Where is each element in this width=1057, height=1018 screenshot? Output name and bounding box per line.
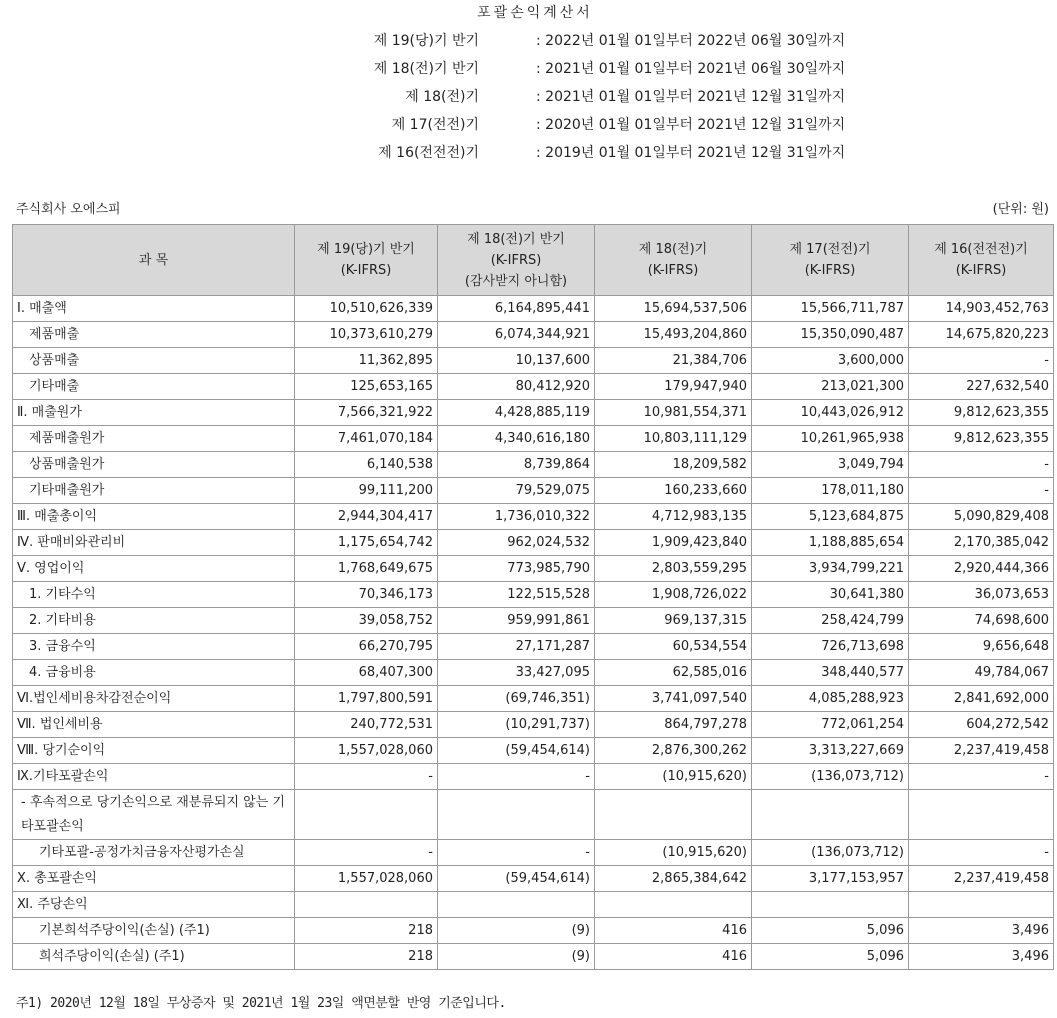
amount-cell: 15,493,204,860 — [595, 322, 752, 348]
period-range: : 2019년 01월 01일부터 2021년 12월 31일까지 — [536, 145, 846, 161]
account-name: 제품매출원가 — [13, 426, 295, 452]
table-row — [13, 944, 1054, 970]
header-period — [909, 225, 1054, 296]
header-line: (감사받지 아니함) — [464, 273, 568, 289]
amount-cell: 2,237,419,458 — [909, 866, 1054, 892]
header-line: 제 16(전전전)기 — [934, 242, 1028, 257]
header-line: 제 19(당)기 반기 — [317, 242, 415, 257]
period-label: 제 17(전전)기 — [391, 117, 479, 133]
amount-cell: (9) — [438, 918, 595, 944]
amount-cell: 2,920,444,366 — [909, 556, 1054, 582]
amount-cell: - — [909, 840, 1054, 866]
amount-cell: 14,903,452,763 — [909, 296, 1054, 322]
amount-cell: 5,096 — [752, 944, 909, 970]
table-row — [13, 712, 1054, 738]
amount-cell: 4,428,885,119 — [438, 400, 595, 426]
table-row — [13, 530, 1054, 556]
amount-cell: 969,137,315 — [595, 608, 752, 634]
amount-cell — [595, 790, 752, 840]
table-row — [13, 582, 1054, 608]
amount-cell: 160,233,660 — [595, 478, 752, 504]
amount-cell: 5,090,829,408 — [909, 504, 1054, 530]
amount-cell: (10,915,620) — [595, 840, 752, 866]
amount-cell: (59,454,614) — [438, 738, 595, 764]
amount-cell: 27,171,287 — [438, 634, 595, 660]
period-range: : 2021년 01월 01일부터 2021년 06월 30일까지 — [536, 61, 846, 77]
amount-cell: - — [295, 840, 438, 866]
amount-cell: (10,291,737) — [438, 712, 595, 738]
account-name: 기본희석주당이익(손실) (주1) — [13, 918, 295, 944]
amount-cell — [295, 892, 438, 918]
amount-cell: 1,797,800,591 — [295, 686, 438, 712]
company-name: 주식회사 오에스피 — [16, 202, 121, 217]
statement-title: 포괄손익계산서 — [477, 5, 593, 21]
amount-cell: 125,653,165 — [295, 374, 438, 400]
amount-cell: 4,712,983,135 — [595, 504, 752, 530]
table-row — [13, 790, 1054, 840]
amount-cell: 15,350,090,487 — [752, 322, 909, 348]
account-name: 제품매출 — [13, 322, 295, 348]
header-period — [752, 225, 909, 296]
table-header — [13, 225, 1054, 296]
amount-cell: 3,934,799,221 — [752, 556, 909, 582]
amount-cell: (10,915,620) — [595, 764, 752, 790]
header-line: (K-IFRS) — [955, 263, 1007, 278]
table-body — [13, 296, 1054, 970]
income-statement-table — [12, 224, 1054, 970]
amount-cell: 2,865,384,642 — [595, 866, 752, 892]
amount-cell: 213,021,300 — [752, 374, 909, 400]
amount-cell: 30,641,380 — [752, 582, 909, 608]
header-line: 제 17(전전)기 — [789, 242, 871, 257]
table-row — [13, 634, 1054, 660]
amount-cell — [595, 892, 752, 918]
table-row — [13, 478, 1054, 504]
account-name: 상품매출 — [13, 348, 295, 374]
amount-cell: 1,909,423,840 — [595, 530, 752, 556]
amount-cell: 3,741,097,540 — [595, 686, 752, 712]
amount-cell: 7,461,070,184 — [295, 426, 438, 452]
table-row — [13, 738, 1054, 764]
amount-cell — [752, 892, 909, 918]
table-row — [13, 374, 1054, 400]
period-range: : 2020년 01월 01일부터 2021년 12월 31일까지 — [536, 117, 846, 133]
table-row — [13, 504, 1054, 530]
amount-cell: 21,384,706 — [595, 348, 752, 374]
period-label: 제 18(전)기 반기 — [373, 61, 479, 77]
amount-cell: 68,407,300 — [295, 660, 438, 686]
amount-cell: 218 — [295, 918, 438, 944]
amount-cell: 80,412,920 — [438, 374, 595, 400]
amount-cell: 10,510,626,339 — [295, 296, 438, 322]
amount-cell: 10,803,111,129 — [595, 426, 752, 452]
amount-cell: 79,529,075 — [438, 478, 595, 504]
amount-cell: 5,123,684,875 — [752, 504, 909, 530]
amount-cell: 348,440,577 — [752, 660, 909, 686]
amount-cell: 9,812,623,355 — [909, 426, 1054, 452]
account-name: Ⅱ. 매출원가 — [13, 400, 295, 426]
amount-cell: 7,566,321,922 — [295, 400, 438, 426]
header-line: (K-IFRS) — [647, 263, 699, 278]
amount-cell: 604,272,542 — [909, 712, 1054, 738]
amount-cell: - — [909, 348, 1054, 374]
amount-cell: 70,346,173 — [295, 582, 438, 608]
account-name: Ⅲ. 매출총이익 — [13, 504, 295, 530]
table-row — [13, 840, 1054, 866]
account-name: Ⅴ. 영업이익 — [13, 556, 295, 582]
amount-cell — [909, 892, 1054, 918]
header-period — [295, 225, 438, 296]
account-name: Ⅸ.기타포괄손익 — [13, 764, 295, 790]
amount-cell: 66,270,795 — [295, 634, 438, 660]
period-range: : 2021년 01월 01일부터 2021년 12월 31일까지 — [536, 89, 846, 105]
table-row — [13, 556, 1054, 582]
amount-cell: 3,177,153,957 — [752, 866, 909, 892]
amount-cell: - — [438, 840, 595, 866]
amount-cell: 11,362,895 — [295, 348, 438, 374]
amount-cell: 9,812,623,355 — [909, 400, 1054, 426]
header-line: (K-IFRS) — [804, 263, 856, 278]
amount-cell: 864,797,278 — [595, 712, 752, 738]
amount-cell: 772,061,254 — [752, 712, 909, 738]
amount-cell: 10,981,554,371 — [595, 400, 752, 426]
table-row — [13, 764, 1054, 790]
period-row — [0, 58, 1057, 78]
account-name: 기타매출 — [13, 374, 295, 400]
amount-cell: 14,675,820,223 — [909, 322, 1054, 348]
amount-cell: - — [909, 478, 1054, 504]
footnote: 주1) 2020년 12월 18일 무상증자 및 2021년 1월 23일 액면분할 반영 기준입니다. — [16, 996, 506, 1011]
amount-cell — [752, 790, 909, 840]
table-row — [13, 348, 1054, 374]
table-row — [13, 400, 1054, 426]
amount-cell: 5,096 — [752, 918, 909, 944]
amount-cell: 178,011,180 — [752, 478, 909, 504]
header-line: 제 18(전)기 — [638, 242, 708, 257]
account-name: Ⅶ. 법인세비용 — [13, 712, 295, 738]
account-name: Ⅵ.법인세비용차감전순이익 — [13, 686, 295, 712]
amount-cell: 60,534,554 — [595, 634, 752, 660]
amount-cell: 10,261,965,938 — [752, 426, 909, 452]
amount-cell: 8,739,864 — [438, 452, 595, 478]
amount-cell: 6,074,344,921 — [438, 322, 595, 348]
amount-cell: 2,170,385,042 — [909, 530, 1054, 556]
amount-cell: 1,736,010,322 — [438, 504, 595, 530]
table-row — [13, 296, 1054, 322]
period-label: 제 16(전전전)기 — [378, 145, 479, 161]
amount-cell — [438, 790, 595, 840]
amount-cell: 959,991,861 — [438, 608, 595, 634]
table-row — [13, 608, 1054, 634]
amount-cell: 99,111,200 — [295, 478, 438, 504]
amount-cell: 39,058,752 — [295, 608, 438, 634]
amount-cell: 2,803,559,295 — [595, 556, 752, 582]
amount-cell: 49,784,067 — [909, 660, 1054, 686]
amount-cell: 15,566,711,787 — [752, 296, 909, 322]
amount-cell: 4,340,616,180 — [438, 426, 595, 452]
period-row — [0, 142, 1057, 162]
amount-cell: - — [438, 764, 595, 790]
amount-cell: - — [295, 764, 438, 790]
amount-cell: 227,632,540 — [909, 374, 1054, 400]
amount-cell: 2,841,692,000 — [909, 686, 1054, 712]
amount-cell: 1,188,885,654 — [752, 530, 909, 556]
account-name: Ⅺ. 주당손익 — [13, 892, 295, 918]
amount-cell: 1,557,028,060 — [295, 866, 438, 892]
account-name: Ⅰ. 매출액 — [13, 296, 295, 322]
amount-cell — [295, 790, 438, 840]
amount-cell: 2,944,304,417 — [295, 504, 438, 530]
table-row — [13, 660, 1054, 686]
header-line: (K-IFRS) — [340, 263, 392, 278]
amount-cell: (136,073,712) — [752, 840, 909, 866]
amount-cell: 1,175,654,742 — [295, 530, 438, 556]
table-row — [13, 892, 1054, 918]
account-name: - 후속적으로 당기손익으로 재분류되지 않는 기타포괄손익 — [13, 790, 295, 840]
header-period — [595, 225, 752, 296]
amount-cell: 6,164,895,441 — [438, 296, 595, 322]
amount-cell: - — [909, 452, 1054, 478]
amount-cell: 962,024,532 — [438, 530, 595, 556]
header-line: (K-IFRS) — [490, 252, 542, 268]
amount-cell: 10,373,610,279 — [295, 322, 438, 348]
amount-cell: 36,073,653 — [909, 582, 1054, 608]
header-period — [438, 225, 595, 296]
amount-cell: 18,209,582 — [595, 452, 752, 478]
amount-cell: 74,698,600 — [909, 608, 1054, 634]
amount-cell: 10,137,600 — [438, 348, 595, 374]
account-name: 기타포괄-공정가치금융자산평가손실 — [13, 840, 295, 866]
account-name: 3. 금융수익 — [13, 634, 295, 660]
account-name: Ⅷ. 당기순이익 — [13, 738, 295, 764]
period-row — [0, 114, 1057, 134]
header-line: 제 18(전)기 반기 — [467, 231, 565, 247]
amount-cell: 240,772,531 — [295, 712, 438, 738]
amount-cell: 3,049,794 — [752, 452, 909, 478]
amount-cell: 122,515,528 — [438, 582, 595, 608]
account-name: 1. 기타수익 — [13, 582, 295, 608]
amount-cell: 1,557,028,060 — [295, 738, 438, 764]
amount-cell: (59,454,614) — [438, 866, 595, 892]
amount-cell: 1,908,726,022 — [595, 582, 752, 608]
amount-cell: 1,768,649,675 — [295, 556, 438, 582]
table-row — [13, 918, 1054, 944]
amount-cell: 3,313,227,669 — [752, 738, 909, 764]
amount-cell: 416 — [595, 944, 752, 970]
amount-cell: (9) — [438, 944, 595, 970]
table-row — [13, 686, 1054, 712]
period-row — [0, 30, 1057, 50]
period-label: 제 19(당)기 반기 — [373, 33, 479, 49]
table-row — [13, 426, 1054, 452]
unit-label: (단위: 원) — [992, 202, 1049, 217]
table-row — [13, 452, 1054, 478]
amount-cell — [438, 892, 595, 918]
amount-cell: 10,443,026,912 — [752, 400, 909, 426]
header-account — [13, 225, 295, 296]
amount-cell: 3,496 — [909, 944, 1054, 970]
account-name: 2. 기타비용 — [13, 608, 295, 634]
amount-cell: 6,140,538 — [295, 452, 438, 478]
amount-cell: 4,085,288,923 — [752, 686, 909, 712]
amount-cell: 33,427,095 — [438, 660, 595, 686]
amount-cell: 258,424,799 — [752, 608, 909, 634]
amount-cell: - — [909, 764, 1054, 790]
amount-cell: 2,876,300,262 — [595, 738, 752, 764]
amount-cell: 773,985,790 — [438, 556, 595, 582]
header-line: 과 목 — [138, 252, 169, 268]
header-row — [13, 225, 1054, 296]
amount-cell: 3,600,000 — [752, 348, 909, 374]
amount-cell: 15,694,537,506 — [595, 296, 752, 322]
amount-cell: (136,073,712) — [752, 764, 909, 790]
table-row — [13, 322, 1054, 348]
period-row — [0, 86, 1057, 106]
table-row — [13, 866, 1054, 892]
amount-cell: 726,713,698 — [752, 634, 909, 660]
amount-cell: 218 — [295, 944, 438, 970]
period-range: : 2022년 01월 01일부터 2022년 06월 30일까지 — [536, 33, 846, 49]
amount-cell: (69,746,351) — [438, 686, 595, 712]
amount-cell: 9,656,648 — [909, 634, 1054, 660]
amount-cell — [909, 790, 1054, 840]
account-name: Ⅳ. 판매비와관리비 — [13, 530, 295, 556]
account-name: 희석주당이익(손실) (주1) — [13, 944, 295, 970]
period-label: 제 18(전)기 — [405, 89, 479, 105]
amount-cell: 2,237,419,458 — [909, 738, 1054, 764]
amount-cell: 3,496 — [909, 918, 1054, 944]
amount-cell: 62,585,016 — [595, 660, 752, 686]
account-name: Ⅹ. 총포괄손익 — [13, 866, 295, 892]
account-name: 상품매출원가 — [13, 452, 295, 478]
account-name: 기타매출원가 — [13, 478, 295, 504]
amount-cell: 179,947,940 — [595, 374, 752, 400]
account-name: 4. 금융비용 — [13, 660, 295, 686]
amount-cell: 416 — [595, 918, 752, 944]
